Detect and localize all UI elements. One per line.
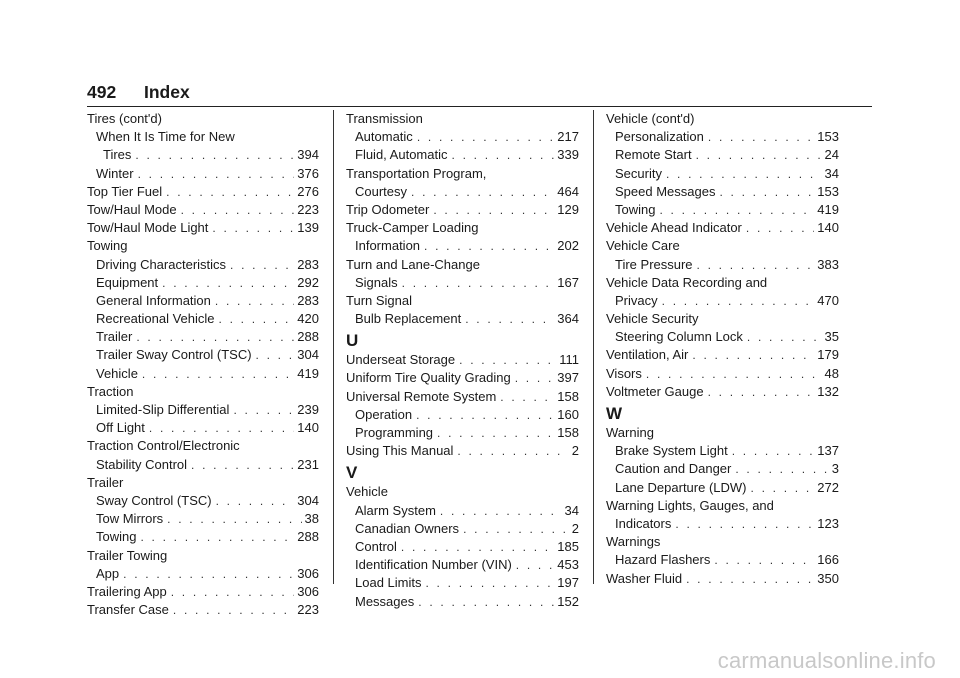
index-entry-text: General Information xyxy=(96,292,211,308)
index-page-ref: 3 xyxy=(831,461,839,477)
dot-leader xyxy=(735,460,828,478)
index-entry-text: Sway Control (TSC) xyxy=(96,492,212,508)
dot-leader xyxy=(215,292,294,310)
column-divider xyxy=(593,110,594,584)
index-subentry xyxy=(87,165,319,183)
index-page-ref: 376 xyxy=(297,165,319,181)
index-subentry xyxy=(87,346,319,364)
index-subentry xyxy=(606,515,839,533)
index-entry xyxy=(606,346,839,364)
index-entry-text: Transportation Program, xyxy=(346,165,487,181)
index-entry-text: Tire Pressure xyxy=(615,256,693,272)
index-subentry xyxy=(87,419,319,437)
index-entry xyxy=(346,351,579,369)
index-entry-text: Towing xyxy=(96,529,137,545)
index-heading xyxy=(87,383,319,401)
index-entry-text: Tow/Haul Mode Light xyxy=(87,220,209,236)
index-subentry xyxy=(87,456,319,474)
index-subentry xyxy=(87,401,319,419)
index-heading xyxy=(346,483,579,501)
dot-leader xyxy=(167,510,301,528)
index-subentry xyxy=(87,365,319,383)
dot-leader xyxy=(457,442,568,460)
index-page-ref: 304 xyxy=(297,347,319,363)
page-header xyxy=(87,80,872,107)
dot-leader xyxy=(219,310,295,328)
index-entry-text: Signals xyxy=(355,274,398,290)
index-subentry xyxy=(606,183,839,201)
index-entry-text: Towing xyxy=(615,201,656,217)
index-entry-text: Caution and Danger xyxy=(615,461,732,477)
index-entry-text: Tires (cont'd) xyxy=(87,111,162,126)
dot-leader xyxy=(181,201,295,219)
index-entry-text: Lane Departure (LDW) xyxy=(615,479,747,495)
dot-leader xyxy=(136,328,294,346)
index-entry xyxy=(87,601,319,619)
dot-leader xyxy=(417,128,554,146)
index-entry-text: Information xyxy=(355,238,421,254)
dot-leader xyxy=(411,183,554,201)
index-subentry xyxy=(87,510,319,528)
index-subentry xyxy=(606,551,839,569)
page-number: 492 xyxy=(87,82,117,102)
dot-leader xyxy=(697,256,815,274)
index-entry-text: Driving Characteristics xyxy=(96,256,227,272)
index-entry-text: Brake System Light xyxy=(615,443,728,459)
index-page-ref: 34 xyxy=(824,165,839,181)
index-entry-text: Vehicle Data Recording and xyxy=(606,274,768,290)
index-entry-text: Equipment xyxy=(96,274,159,290)
dot-leader xyxy=(402,274,555,292)
index-entry-text: Steering Column Lock xyxy=(615,329,743,345)
index-entry-text: Alarm System xyxy=(355,502,436,518)
index-page-ref: 140 xyxy=(817,220,839,236)
dot-leader xyxy=(516,556,555,574)
index-page-ref: 453 xyxy=(557,557,579,573)
dot-leader xyxy=(216,492,295,510)
index-subentry xyxy=(87,292,319,310)
index-entry-text: Speed Messages xyxy=(615,183,716,199)
index-entry-text: Traction Control/Electronic xyxy=(87,438,240,454)
index-entry-text: Remote Start xyxy=(615,147,692,163)
index-heading xyxy=(606,274,839,292)
index-entry-text: Turn Signal xyxy=(346,292,412,308)
dot-leader xyxy=(416,406,554,424)
index-entry xyxy=(87,219,319,237)
index-heading xyxy=(87,547,319,565)
watermark-text: carmanualsonline.info xyxy=(717,648,936,673)
index-entry-text: Transfer Case xyxy=(87,602,169,618)
dot-leader xyxy=(418,593,554,611)
dot-leader xyxy=(162,274,294,292)
index-entry-text: Trailer Sway Control (TSC) xyxy=(96,347,252,363)
index-entry-text: Tires xyxy=(103,147,132,163)
index-entry-text: Top Tier Fuel xyxy=(87,183,163,199)
dot-leader xyxy=(714,551,814,569)
dot-leader xyxy=(437,424,554,442)
dot-leader xyxy=(135,146,294,164)
dot-leader xyxy=(662,292,815,310)
index-subentry xyxy=(606,201,839,219)
index-column-1 xyxy=(87,110,319,619)
index-entry-text: Hazard Flashers xyxy=(615,552,711,568)
index-entry-text: Limited-Slip Differential xyxy=(96,402,230,417)
index-subentry xyxy=(87,274,319,292)
index-entry-text: Off Light xyxy=(96,420,145,436)
index-subentry xyxy=(346,574,579,592)
index-subentry xyxy=(87,256,319,274)
index-subentry xyxy=(346,520,579,538)
dot-leader xyxy=(425,574,554,592)
index-entry-text: Voltmeter Gauge xyxy=(606,383,704,399)
index-page-ref: 397 xyxy=(557,370,579,386)
index-subentry xyxy=(87,146,319,164)
index-subentry xyxy=(346,538,579,556)
dot-leader xyxy=(747,328,822,346)
index-page-ref: 24 xyxy=(824,147,839,163)
dot-leader xyxy=(191,456,294,474)
index-entry-text: Vehicle xyxy=(96,365,138,381)
dot-leader xyxy=(440,502,562,520)
index-subentry xyxy=(606,256,839,274)
dot-leader xyxy=(459,351,556,369)
index-entry-text: Identification Number (VIN) xyxy=(355,557,512,573)
dot-leader xyxy=(230,256,294,274)
dot-leader xyxy=(666,165,822,183)
index-entry-text: Uniform Tire Quality Grading xyxy=(346,370,511,386)
dot-leader xyxy=(171,583,295,601)
index-entry-text: Trailer Towing xyxy=(87,547,168,563)
index-entry xyxy=(87,201,319,219)
page-title: Index xyxy=(144,82,190,102)
dot-leader xyxy=(256,346,295,364)
index-page-ref: 153 xyxy=(817,183,839,199)
index-section-letter: V xyxy=(346,463,358,483)
index-page-ref: 223 xyxy=(297,602,319,618)
index-entry-text: Winter xyxy=(96,165,134,181)
index-subentry xyxy=(606,292,839,310)
dot-leader xyxy=(465,310,554,328)
index-section-letter: U xyxy=(346,331,359,351)
index-entry xyxy=(87,583,319,601)
index-subentry xyxy=(87,528,319,546)
index-entry-text: Control xyxy=(355,538,397,554)
dot-leader xyxy=(166,183,294,201)
index-subentry xyxy=(87,310,319,328)
index-page-ref: 129 xyxy=(557,201,579,217)
index-page-ref: 140 xyxy=(297,420,319,436)
index-page-ref: 283 xyxy=(297,256,319,272)
index-subentry xyxy=(346,424,579,442)
dot-leader xyxy=(142,365,294,383)
index-page-ref: 364 xyxy=(557,311,579,327)
index-entry-text: Fluid, Automatic xyxy=(355,147,448,163)
index-subentry xyxy=(87,328,319,346)
dot-leader xyxy=(692,346,814,364)
index-entry-text: Canadian Owners xyxy=(355,520,460,536)
index-page-ref: 202 xyxy=(557,238,579,254)
index-entry-text: Vehicle Care xyxy=(606,238,680,254)
index-heading xyxy=(606,424,839,442)
index-page-ref: 292 xyxy=(297,274,319,290)
index-entry-text: Transmission xyxy=(346,111,423,126)
index-page-ref: 197 xyxy=(557,575,579,591)
index-page-ref: 139 xyxy=(297,220,319,236)
index-page-ref: 283 xyxy=(297,292,319,308)
dot-leader xyxy=(138,165,295,183)
index-page-ref: 158 xyxy=(557,425,579,440)
index-entry-text: Trailer xyxy=(96,329,133,345)
index-entry xyxy=(346,388,579,406)
dot-leader xyxy=(463,520,569,538)
dot-leader xyxy=(675,515,814,533)
index-entry-text: Warnings xyxy=(606,534,661,550)
index-page-ref: 2 xyxy=(571,443,579,459)
index-column-2 xyxy=(346,110,579,611)
index-page-ref: 160 xyxy=(557,406,579,422)
dot-leader xyxy=(696,146,822,164)
index-entry-text: Trip Odometer xyxy=(346,201,430,217)
dot-leader xyxy=(719,183,814,201)
index-entry-text: Traction xyxy=(87,383,134,399)
dot-leader xyxy=(751,479,815,497)
index-subentry xyxy=(606,128,839,146)
index-page-ref: 394 xyxy=(297,147,319,163)
index-subentry xyxy=(346,128,579,146)
dot-leader xyxy=(659,201,814,219)
index-page-ref: 272 xyxy=(817,479,839,495)
index-entry xyxy=(606,383,839,401)
index-page-ref: 383 xyxy=(817,256,839,272)
index-column-3 xyxy=(606,110,839,588)
index-subentry xyxy=(346,237,579,255)
index-entry xyxy=(346,201,579,219)
index-page-ref: 123 xyxy=(817,515,839,531)
index-page-ref: 111 xyxy=(559,352,579,368)
index-heading xyxy=(606,237,839,255)
index-entry-text: Courtesy xyxy=(355,183,408,199)
index-entry-text: Washer Fluid xyxy=(606,570,683,586)
index-entry-text: Vehicle Security xyxy=(606,311,699,327)
index-subentry xyxy=(606,442,839,460)
index-entry-text: Operation xyxy=(355,406,413,422)
index-page-ref: 339 xyxy=(557,147,579,163)
index-heading xyxy=(606,533,839,551)
index-entry-text: Turn and Lane-Change xyxy=(346,256,480,272)
index-entry-text: Vehicle (cont'd) xyxy=(606,111,695,126)
column-divider xyxy=(333,110,334,584)
index-page-ref: 223 xyxy=(297,201,319,217)
dot-leader xyxy=(149,419,294,437)
index-subentry xyxy=(346,556,579,574)
index-page-ref: 350 xyxy=(817,570,839,586)
index-entry-text: Indicators xyxy=(615,515,672,531)
index-page-ref: 179 xyxy=(817,347,839,363)
index-entry-text: Vehicle xyxy=(346,484,388,500)
index-subentry xyxy=(606,146,839,164)
index-heading xyxy=(606,497,839,515)
index-subentry xyxy=(346,183,579,201)
index-page-ref: 419 xyxy=(817,201,839,217)
index-entry-text: Privacy xyxy=(615,292,658,308)
index-entry-text: Programming xyxy=(355,425,434,440)
index-page-ref: 38 xyxy=(304,511,319,527)
index-page-ref: 158 xyxy=(557,388,579,404)
dot-leader xyxy=(233,401,294,419)
index-entry xyxy=(346,369,579,387)
dot-leader xyxy=(424,237,554,255)
index-page-ref: 470 xyxy=(817,292,839,308)
index-page-ref: 306 xyxy=(297,565,319,581)
dot-leader xyxy=(401,538,554,556)
dot-leader xyxy=(212,219,294,237)
dot-leader xyxy=(140,528,294,546)
index-page-ref: 276 xyxy=(297,183,319,199)
index-entry-text: Trailering App xyxy=(87,583,167,599)
index-subentry xyxy=(346,406,579,424)
index-page-ref: 2 xyxy=(571,520,579,536)
index-page-ref: 288 xyxy=(297,529,319,545)
index-entry xyxy=(346,442,579,460)
index-entry-text: Towing xyxy=(87,238,128,254)
index-page-ref: 419 xyxy=(297,365,319,381)
index-subentry xyxy=(606,165,839,183)
index-page-ref: 166 xyxy=(817,552,839,568)
index-entry-text: Load Limits xyxy=(355,575,422,591)
index-heading xyxy=(346,110,579,128)
index-entry-text: Truck-Camper Loading xyxy=(346,220,479,236)
index-heading xyxy=(87,237,319,255)
index-section-letter: W xyxy=(606,404,623,423)
index-entry-text: Warning xyxy=(606,425,654,440)
index-heading xyxy=(346,292,579,310)
index-entry-text: Stability Control xyxy=(96,456,188,472)
index-entry-text: Security xyxy=(615,165,662,181)
index-page-ref: 34 xyxy=(564,502,579,518)
index-subentry xyxy=(87,565,319,583)
dot-leader xyxy=(646,365,822,383)
index-entry xyxy=(606,365,839,383)
index-page-ref: 152 xyxy=(557,593,579,609)
index-entry-text: Underseat Storage xyxy=(346,352,456,368)
index-entry-text: Vehicle Ahead Indicator xyxy=(606,220,742,236)
index-entry-text: Personalization xyxy=(615,129,704,145)
dot-leader xyxy=(746,219,814,237)
index-entry-text: Recreational Vehicle xyxy=(96,311,215,327)
index-page-ref: 137 xyxy=(817,443,839,459)
index-heading xyxy=(606,310,839,328)
index-entry-text: Ventilation, Air xyxy=(606,347,689,363)
index-page-ref: 153 xyxy=(817,129,839,145)
dot-leader xyxy=(708,383,815,401)
dot-leader xyxy=(433,201,554,219)
index-entry-text: When It Is Time for New xyxy=(96,129,235,145)
index-entry-text: Using This Manual xyxy=(346,443,454,459)
index-entry-text: Trailer xyxy=(87,474,124,490)
index-subentry xyxy=(606,479,839,497)
index-heading xyxy=(87,437,319,455)
index-subentry xyxy=(346,274,579,292)
index-page-ref: 464 xyxy=(557,183,579,199)
index-entry xyxy=(606,219,839,237)
index-subentry xyxy=(346,146,579,164)
index-page-ref: 304 xyxy=(297,492,319,508)
index-entry-text: Automatic xyxy=(355,129,413,145)
index-entry-text: Messages xyxy=(355,593,415,609)
index-page-ref: 48 xyxy=(824,365,839,381)
index-entry-text: Tow/Haul Mode xyxy=(87,201,177,217)
index-entry xyxy=(87,183,319,201)
index-subentry xyxy=(606,328,839,346)
index-subentry xyxy=(346,502,579,520)
index-heading xyxy=(87,474,319,492)
dot-leader xyxy=(173,601,294,619)
index-page-ref: 132 xyxy=(817,383,839,399)
index-subentry xyxy=(346,593,579,611)
index-page-ref: 239 xyxy=(297,402,319,417)
index-subentry xyxy=(606,460,839,478)
dot-leader xyxy=(686,570,814,588)
index-page-ref: 217 xyxy=(557,129,579,145)
index-heading xyxy=(346,256,579,274)
index-heading xyxy=(346,219,579,237)
dot-leader xyxy=(500,388,554,406)
index-heading xyxy=(87,110,319,128)
dot-leader xyxy=(515,369,555,387)
index-entry-text: Visors xyxy=(606,365,642,381)
dot-leader xyxy=(708,128,814,146)
dot-leader xyxy=(732,442,815,460)
index-entry xyxy=(606,570,839,588)
dot-leader xyxy=(123,565,294,583)
index-entry-text: Universal Remote System xyxy=(346,388,497,404)
index-page-ref: 185 xyxy=(557,538,579,554)
index-page-ref: 420 xyxy=(297,311,319,327)
index-page-ref: 231 xyxy=(297,456,319,472)
dot-leader xyxy=(452,146,555,164)
index-entry-text: Warning Lights, Gauges, and xyxy=(606,497,774,513)
index-entry-text: Tow Mirrors xyxy=(96,511,164,527)
index-subentry xyxy=(346,310,579,328)
index-entry-text: App xyxy=(96,565,120,581)
index-page-ref: 288 xyxy=(297,329,319,345)
index-page-ref: 306 xyxy=(297,583,319,599)
index-page-ref: 35 xyxy=(824,329,839,345)
index-heading xyxy=(346,165,579,183)
index-page-ref: 167 xyxy=(557,274,579,290)
index-subentry xyxy=(87,492,319,510)
index-heading xyxy=(606,110,839,128)
index-entry-text: Bulb Replacement xyxy=(355,311,462,327)
index-subentry xyxy=(87,128,319,146)
